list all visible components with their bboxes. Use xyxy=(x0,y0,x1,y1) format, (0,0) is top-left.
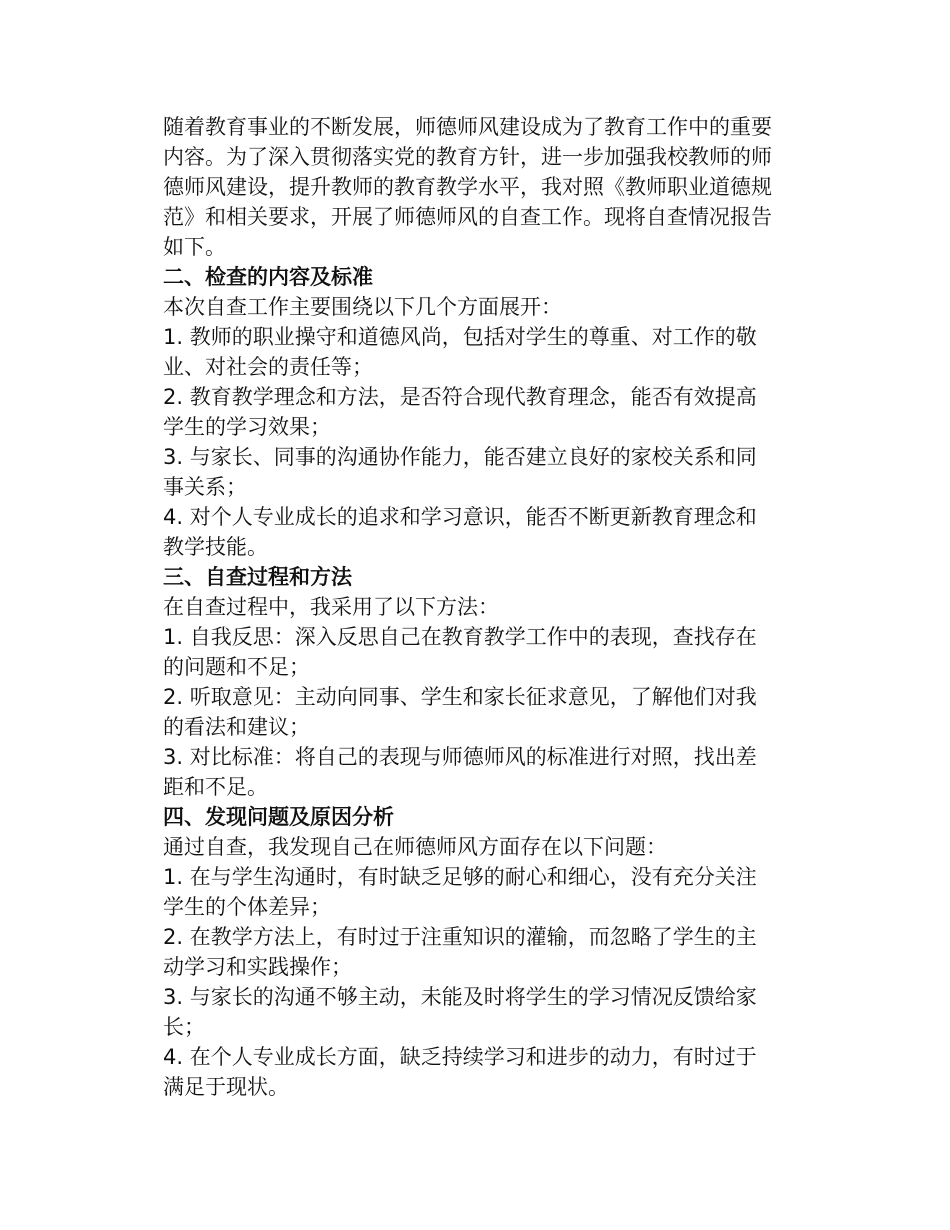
list-item: 2. 在教学方法上，有时过于注重知识的灌输，而忽略了学生的主动学习和实践操作； xyxy=(163,925,757,979)
list-item: 3. 与家长、同事的沟通协作能力，能否建立良好的家校关系和同事关系； xyxy=(163,445,757,499)
list-item: 4. 对个人专业成长的追求和学习意识，能否不断更新教育理念和教学技能。 xyxy=(163,505,757,559)
list-item: 2. 教育教学理念和方法，是否符合现代教育理念，能否有效提高学生的学习效果； xyxy=(163,385,757,439)
list-item: 1. 教师的职业操守和道德风尚，包括对学生的尊重、对工作的敬业、对社会的责任等； xyxy=(163,325,757,379)
list-item: 4. 在个人专业成长方面，缺乏持续学习和进步的动力，有时过于满足于现状。 xyxy=(163,1045,757,1099)
section-heading-inspection-content: 二、检查的内容及标准 xyxy=(163,265,373,289)
intro-paragraph: 随着教育事业的不断发展，师德师风建设成为了教育工作中的重要内容。为了深入贯彻落实党的教育方针，进一步加强我校教师的师德师风建设，提升教师的教育教学水平，我对照《教师职业道德规范》和相关要求，开展了师德师风的自查工作。现将自查情况报告如下。 xyxy=(163,115,772,259)
section-lead: 在自查过程中，我采用了以下方法： xyxy=(163,595,499,619)
section-heading-self-check-process: 三、自查过程和方法 xyxy=(163,565,352,589)
list-item: 3. 对比标准：将自己的表现与师德师风的标准进行对照，找出差距和不足。 xyxy=(163,745,757,799)
list-item: 2. 听取意见：主动向同事、学生和家长征求意见，了解他们对我的看法和建议； xyxy=(163,685,757,739)
section-lead: 通过自查，我发现自己在师德师风方面存在以下问题： xyxy=(163,835,667,859)
section-heading-problems-analysis: 四、发现问题及原因分析 xyxy=(163,805,394,829)
list-item: 3. 与家长的沟通不够主动，未能及时将学生的学习情况反馈给家长； xyxy=(163,985,757,1039)
document-page xyxy=(163,112,775,1102)
list-item: 1. 在与学生沟通时，有时缺乏足够的耐心和细心，没有充分关注学生的个体差异； xyxy=(163,865,757,919)
section-lead: 本次自查工作主要围绕以下几个方面展开： xyxy=(163,295,562,319)
list-item: 1. 自我反思：深入反思自己在教育教学工作中的表现，查找存在的问题和不足； xyxy=(163,625,757,679)
